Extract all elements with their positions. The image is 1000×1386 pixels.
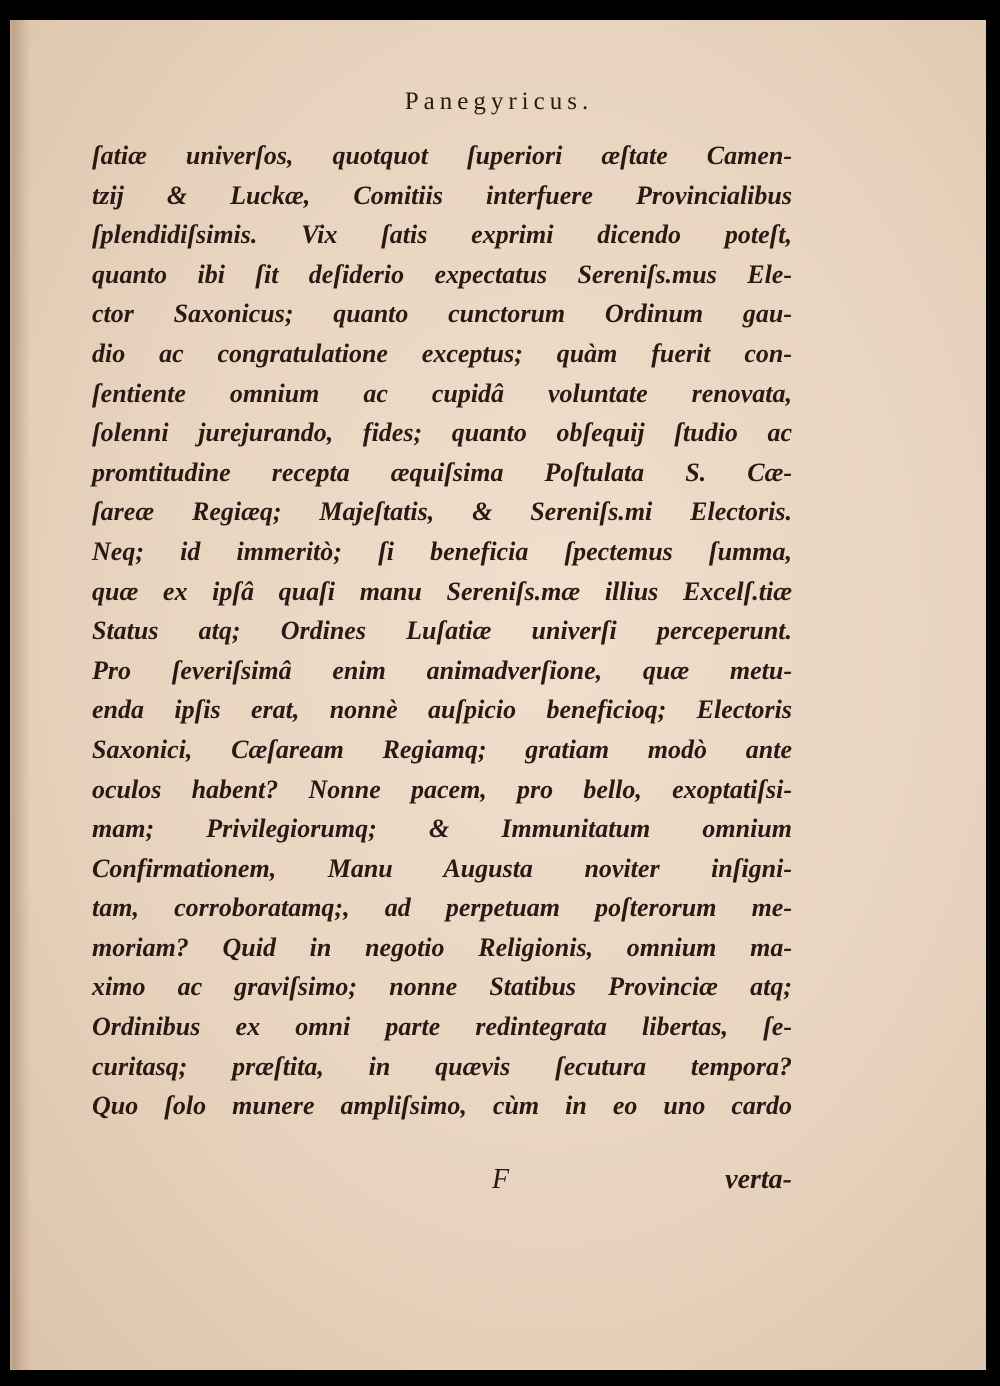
text-line: mam; Privilegiorumq; & Immunitatum omnium [92,814,792,844]
text-line: ctor Saxonicus; quanto cunctorum Ordinum gau- [92,299,792,329]
text-line: dio ac congratulatione exceptus; quàm fuerit con- [92,338,792,368]
text-line: promtitudine recepta æquiſsima Poſtulata S. Cæ- [92,457,792,487]
text-line: Saxonici, Cæſaream Regiamq; gratiam modò ante [92,734,792,764]
text-line: ſareæ Regiæq; Majeſtatis, & Sereniſs.mi Electoris. [92,497,792,527]
book-page [10,20,986,1370]
signature-mark: F [492,1164,510,1195]
text-line: curitasq; præſtita, in quævis ſecutura tempora? [92,1051,792,1081]
text-line: ſatiæ univerſos, quotquot ſuperiori æſtate Camen- [92,141,792,170]
text-line: tam, corroboratamq;, ad perpetuam poſterorum me- [92,893,792,923]
gutter-shadow [12,20,30,1370]
text-line: quæ ex ipſâ quaſi manu Sereniſs.mæ illius Excelſ.tiæ [92,576,792,606]
body-text [92,136,792,1126]
text-line: ſolenni jurejurando, fides; quanto obſequij ſtudio ac [92,418,792,448]
text-line: ſplendidiſsimis. Vix ſatis exprimi dicendo poteſt, [92,220,792,250]
text-line: Quo ſolo munere ampliſsimo, cùm in eo uno cardo [92,1091,792,1121]
running-head: Panegyricus. [404,88,594,115]
text-line: ſentiente omnium ac cupidâ voluntate renovata, [92,378,792,408]
text-line: Pro ſeveriſsimâ enim animadverſione, quæ metu- [92,655,792,685]
page-footer [92,1164,792,1204]
catchword: verta- [725,1164,792,1195]
text-line: Confirmationem, Manu Augusta noviter inſigni- [92,853,792,883]
text-line: tzij & Luckæ, Comitiis interfuere Provincialibus [92,180,792,210]
text-line: enda ipſis erat, nonnè auſpicio beneficioq; Electoris [92,695,792,725]
text-line: Ordinibus ex omni parte redintegrata libertas, ſe- [92,1012,792,1042]
text-line: ximo ac graviſsimo; nonne Statibus Provinciæ atq; [92,972,792,1002]
text-line: Neq; id immeritò; ſi beneficia ſpectemus ſumma, [92,536,792,566]
text-line: oculos habent? Nonne pacem, pro bello, exoptatiſsi- [92,774,792,804]
text-line: quanto ibi ſit deſiderio expectatus Sereniſs.mus Ele- [92,259,792,289]
text-line: moriam? Quid in negotio Religionis, omnium ma- [92,932,792,962]
text-line: Status atq; Ordines Luſatiæ univerſi perceperunt. [92,616,792,646]
